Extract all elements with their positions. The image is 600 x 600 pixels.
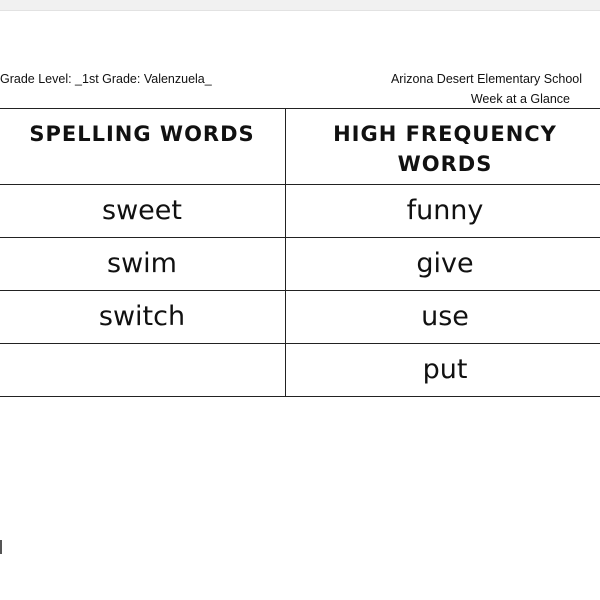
document-toolbar-strip	[0, 0, 600, 11]
spelling-word-cell	[0, 344, 286, 397]
high-frequency-word-cell: funny	[286, 185, 600, 238]
spelling-word-cell: sweet	[0, 185, 286, 238]
spelling-words-header: SPELLING WORDS	[0, 109, 286, 185]
table-header-row	[0, 109, 600, 185]
word-list-table	[0, 108, 600, 397]
high-frequency-word-cell: give	[286, 238, 600, 291]
text-cursor-mark	[0, 540, 2, 554]
high-frequency-words-header: HIGH FREQUENCY WORDS	[286, 109, 600, 185]
spelling-word-cell: swim	[0, 238, 286, 291]
table-row	[0, 238, 600, 291]
school-name-text: Arizona Desert Elementary School	[390, 72, 582, 86]
table-row	[0, 344, 600, 397]
spelling-word-cell: switch	[0, 291, 286, 344]
table-row	[0, 185, 600, 238]
high-frequency-word-cell: put	[286, 344, 600, 397]
week-at-a-glance-text: Week at a Glance	[470, 92, 570, 106]
table-row	[0, 291, 600, 344]
grade-level-text: Grade Level: _1st Grade: Valenzuela_	[0, 72, 212, 86]
high-frequency-word-cell: use	[286, 291, 600, 344]
